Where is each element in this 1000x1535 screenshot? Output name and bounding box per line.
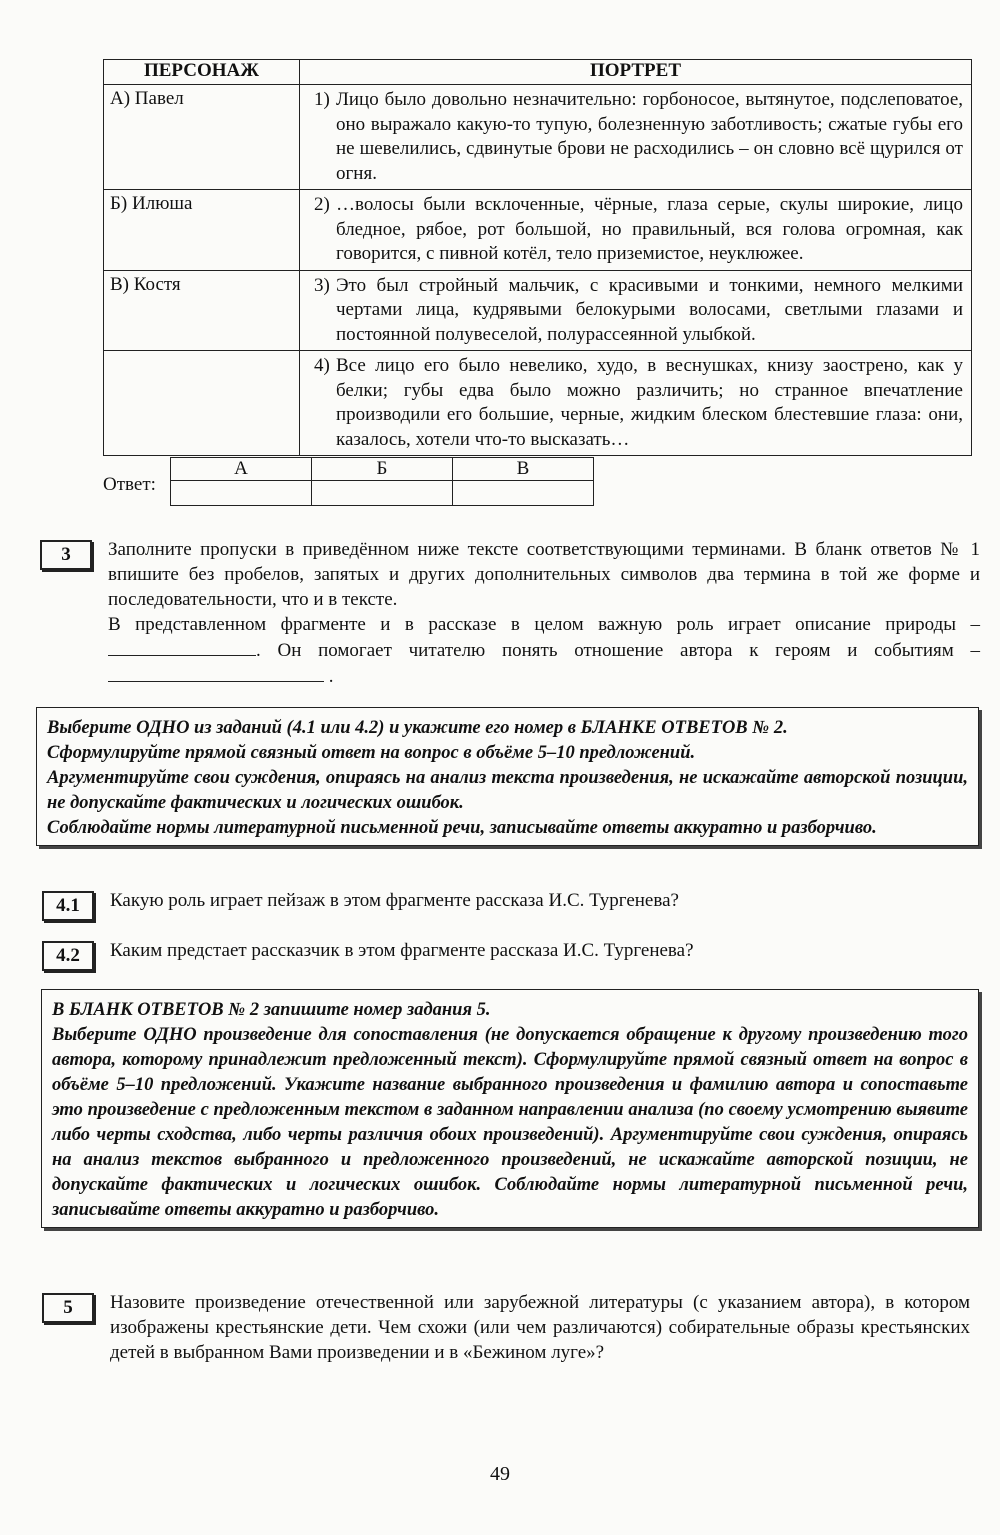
portrait-number: 2): [314, 194, 330, 215]
character-cell: А) Павел: [104, 85, 300, 190]
character-cell: Б) Илюша: [104, 190, 300, 271]
portrait-cell: [300, 270, 972, 351]
column-header-portrait: ПОРТРЕТ: [300, 60, 972, 85]
task3-text-part1: В представленном фрагменте и в рассказе в целом важную роль играет описание природы –: [108, 614, 980, 635]
table-row: [104, 85, 972, 190]
portrait-text: Все лицо его было невелико, худо, в веснушках, книзу заострено, как у белки; губы едва было можно различить; но странное впечатление производили его большие, черные, жидким блеском блестевшие глаза: они, казалось, хотели что-то высказать…: [336, 355, 963, 450]
portrait-text: …волосы были всклоченные, чёрные, глаза серые, скулы широкие, лицо бледное, рябое, рот большой, но правильный, вся голова огромная, как говорится, с пивной котёл, тело приземистое, неуклюжее.: [336, 194, 963, 264]
task3-text-part2: . Он помогает читателю понять отношение автора к героям и событиям –: [256, 640, 980, 661]
answer-column-v: В: [453, 458, 594, 481]
answer-input-row: [171, 481, 594, 506]
answer-header-row: [171, 458, 594, 481]
answer-grid: [170, 457, 594, 506]
portrait-cell: [300, 351, 972, 456]
answer-cell-a[interactable]: [171, 481, 312, 506]
task5-text: Назовите произведение отечественной или зарубежной литературы (с указанием автора), в котором изображены крестьянские дети. Чем схожи (или чем различаются) собирательные образы крестьянских детей в выбранном Вами произведении и в «Бежином луге»?: [110, 1292, 970, 1363]
portrait-text: Лицо было довольно незначительно: горбоносое, вытянутое, подслеповатое, оно выражало какую-то тупую, болезненную заботливость; сжатые губы его не шевелились, сдвинутые брови не расходились – он словно всё щурился от огня.: [336, 89, 963, 184]
portrait-cell: [300, 190, 972, 271]
table-row: [104, 190, 972, 271]
matching-table: [103, 59, 972, 456]
task42-text: Каким предстает рассказчик в этом фрагменте рассказа И.С. Тургенева?: [110, 940, 694, 961]
portrait-text: Это был стройный мальчик, с красивыми и тонкими, немного мелкими чертами лица, кудрявыми белокурыми волосами, светлыми глазами и постоянной полувеселой, полурассеянной улыбкой.: [336, 274, 963, 345]
table-row: [104, 270, 972, 351]
answer-column-b: Б: [312, 458, 453, 481]
instruction-line: В БЛАНК ОТВЕТОВ № 2 запишите номер задания 5.: [52, 1000, 491, 1020]
instruction-line: Соблюдайте нормы литературной письменной речи, записывайте ответы аккуратно и разборчиво.: [47, 818, 877, 838]
table-header-row: [104, 60, 972, 85]
page-number: 49: [490, 1463, 510, 1485]
instruction-line: Сформулируйте прямой связный ответ на вопрос в объёме 5–10 предложений.: [47, 743, 696, 763]
blank-1[interactable]: [108, 637, 256, 656]
portrait-number: 3): [314, 274, 330, 296]
answer-column-a: А: [171, 458, 312, 481]
task-number-5: 5: [42, 1293, 94, 1323]
character-cell: [104, 351, 300, 456]
answer-cell-v[interactable]: [453, 481, 594, 506]
portrait-number: 1): [314, 89, 330, 110]
task3-block: [108, 537, 980, 689]
character-cell: В) Костя: [104, 270, 300, 351]
task-number-4-2: 4.2: [42, 941, 94, 971]
blank-2[interactable]: [108, 663, 324, 682]
instruction-box-task4: [36, 707, 979, 846]
task3-text-end: .: [328, 666, 334, 687]
answer-cell-b[interactable]: [312, 481, 453, 506]
instruction-box-task5: [41, 989, 979, 1228]
column-header-character: ПЕРСОНАЖ: [104, 60, 300, 85]
portrait-cell: [300, 85, 972, 190]
instruction-line: Выберите ОДНО из заданий (4.1 или 4.2) и укажите его номер в БЛАНКЕ ОТВЕТОВ № 2.: [47, 718, 788, 738]
task41-text: Какую роль играет пейзаж в этом фрагменте рассказа И.С. Тургенева?: [110, 890, 679, 911]
table-row: [104, 351, 972, 456]
task-number-4-1: 4.1: [42, 891, 94, 921]
portrait-number: 4): [314, 355, 330, 376]
task3-instruction: Заполните пропуски в приведённом ниже тексте соответствующими терминами. В бланк ответов № 1 впишите без пробелов, запятых и других дополнительных символов два термина в той же форме и последовательности, что и в тексте.: [108, 539, 980, 610]
answer-label: Ответ:: [103, 474, 156, 495]
task3-text: [108, 612, 980, 689]
task-number-3: 3: [40, 540, 92, 570]
instruction-line: Аргументируйте свои суждения, опираясь на анализ текста произведения, не искажайте авторской позиции, не допускайте фактических и логических ошибок.: [47, 768, 968, 813]
instruction-body: Выберите ОДНО произведение для сопоставления (не допускается обращение к другому произведению того автора, которому принадлежит предложенный текст). Сформулируйте прямой связный ответ на вопрос в объёме 5–10 предложений. Укажите название выбранного произведения и фамилию автора и сопоставьте это произведение с предложенным текстом в заданном направлении анализа (по своему усмотрению выявите либо черты сходства, либо черты различия обоих произведений). Аргументируйте свои суждения, опираясь на анализ текстов выбранного и предложенного произведений, не искажайте авторской позиции, не допускайте фактических и логических ошибок. Соблюдайте нормы литературной письменной речи, записывайте ответы аккуратно и разборчиво.: [52, 1025, 968, 1220]
